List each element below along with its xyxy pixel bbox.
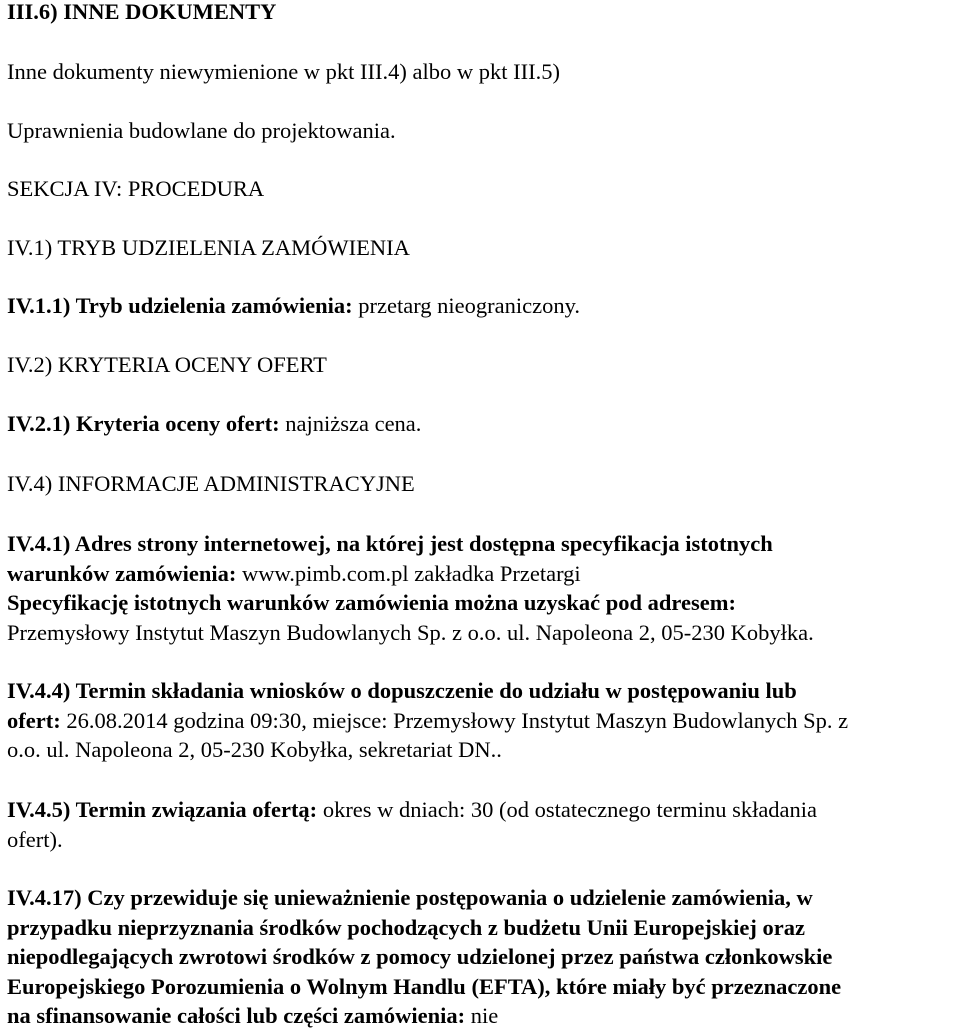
field-binding-period	[7, 795, 817, 854]
field-specification-address	[7, 529, 814, 647]
field-label-line: niepodlegających zwrotowi środków z pomocy udzielonej przez państwa członkowskie	[7, 944, 833, 969]
field-annulment	[7, 883, 841, 1031]
field-label: IV.1.1) Tryb udzielenia zamówienia:	[7, 293, 353, 318]
field-criteria	[7, 410, 421, 438]
paragraph-other-documents	[7, 58, 560, 86]
field-value: www.pimb.com.pl zakładka Przetargi	[236, 560, 581, 586]
field-label-line: IV.4.17) Czy przewiduje się unieważnienie postępowania o udzielenie zamówienia, w	[7, 885, 813, 910]
heading-text: III.6) INNE DOKUMENTY	[7, 0, 277, 24]
section-heading-procedure	[7, 175, 264, 203]
field-value: nie	[465, 1003, 499, 1028]
paragraph-text: Uprawnienia budowlane do projektowania.	[7, 118, 396, 143]
field-value-line: Przemysłowy Instytut Maszyn Budowlanych Sp. z o.o. ul. Napoleona 2, 05-230 Kobyłka.	[7, 619, 814, 645]
field-value: najniższa cena.	[279, 411, 422, 436]
heading-text: SEKCJA IV: PROCEDURA	[7, 176, 265, 201]
section-heading-admin-info	[7, 470, 415, 498]
paragraph-permissions	[7, 117, 396, 145]
field-value-line: o.o. ul. Napoleona 2, 05-230 Kobyłka, sekretariat DN..	[7, 737, 502, 762]
field-label: IV.2.1) Kryteria oceny ofert:	[7, 411, 280, 436]
field-value: okres w dniach: 30 (od ostatecznego terminu składania	[317, 797, 818, 822]
field-award-mode	[7, 292, 580, 320]
field-label-line: IV.4.1) Adres strony internetowej, na której jest dostępna specyfikacja istotnych	[7, 531, 773, 556]
field-value: 26.08.2014 godzina 09:30, miejsce: Przemysłowy Instytut Maszyn Budowlanych Sp. z	[60, 707, 849, 733]
section-heading-award-mode	[7, 234, 410, 262]
field-label-line: Specyfikację istotnych warunków zamówienia można uzyskać pod adresem:	[7, 590, 736, 615]
paragraph-text: Inne dokumenty niewymienione w pkt III.4) albo w pkt III.5)	[7, 59, 560, 84]
heading-text: IV.4) INFORMACJE ADMINISTRACYJNE	[7, 471, 415, 496]
field-label-line: przypadku nieprzyznania środków pochodzących z budżetu Unii Europejskiej oraz	[7, 914, 805, 940]
field-label: ofert:	[7, 707, 61, 733]
field-label: na sfinansowanie całości lub części zamówienia:	[7, 1003, 466, 1028]
field-value-line: ofert).	[7, 826, 63, 852]
field-label: warunków zamówienia:	[7, 560, 237, 586]
field-label: IV.4.5) Termin związania ofertą:	[7, 797, 318, 822]
heading-text: IV.2) KRYTERIA OCENY OFERT	[7, 352, 327, 377]
section-heading-other-documents	[7, 0, 276, 26]
field-label-line: Europejskiego Porozumienia o Wolnym Handlu (EFTA), które miały być przeznaczone	[7, 973, 842, 999]
heading-text: IV.1) TRYB UDZIELENIA ZAMÓWIENIA	[7, 235, 410, 260]
section-heading-criteria	[7, 351, 327, 379]
field-value: przetarg nieograniczony.	[352, 293, 581, 318]
field-label-line: IV.4.4) Termin składania wniosków o dopuszczenie do udziału w postępowaniu lub	[7, 678, 797, 703]
field-submission-deadline	[7, 676, 848, 765]
